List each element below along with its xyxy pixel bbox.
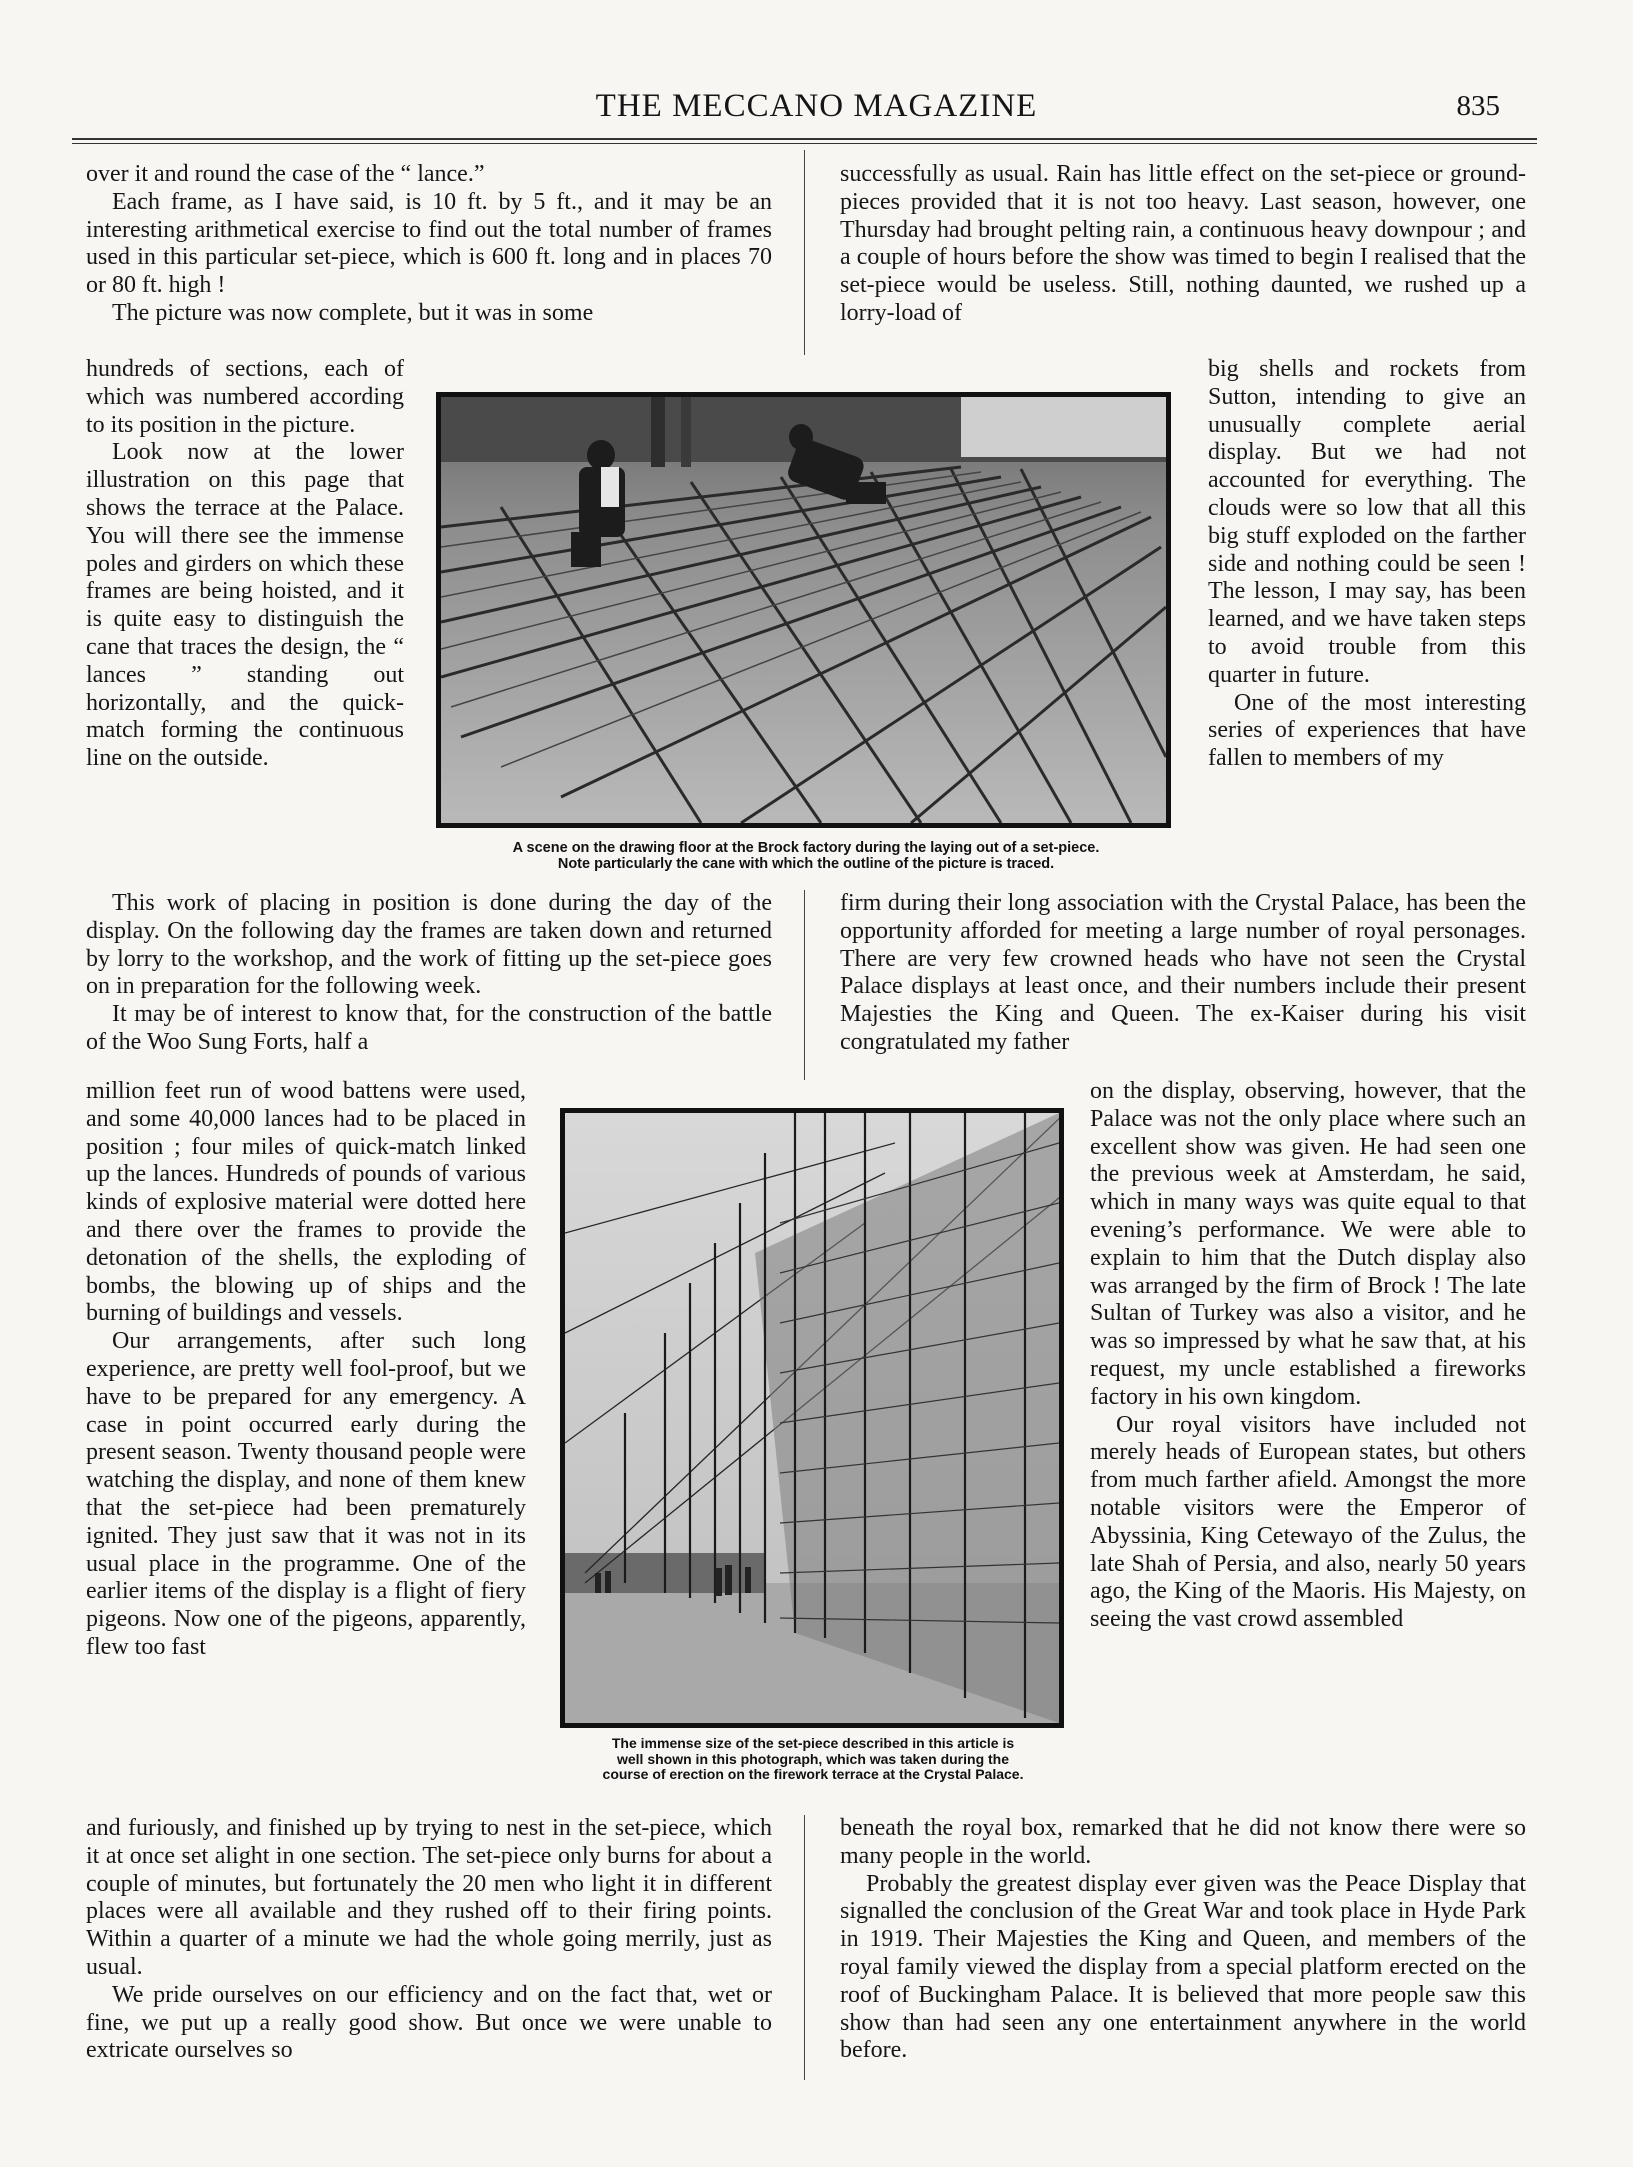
caption-line: Note particularly the cane with which the outline of the picture is traced. <box>557 856 1055 872</box>
paragraph: One of the most interesting series of experiences that have fallen to members of my <box>1208 689 1526 772</box>
caption-line: well shown in this photograph, which was taken during the <box>616 1750 1010 1767</box>
left-column-wrap <box>86 356 404 773</box>
paragraph: The picture was now complete, but it was in some <box>112 299 594 326</box>
column-divider-bottom <box>804 1815 805 2080</box>
paragraph: hundreds of sections, each of which was numbered according to its position in the picture. <box>86 356 404 438</box>
paragraph: firm during their long association with the Crystal Palace, has been the opportunity afforded for meeting a large number of royal personages. There are very few crowned heads who have not seen the Crystal Palace displays at least once, and their numbers include their present Majesties the King and Queen. The ex-Kaiser during his visit congratulated my father <box>840 890 1526 1055</box>
paragraph: We pride ourselves on our efficiency and on the fact that, wet or fine, we put up a really good show. But once we were unable to extricate ourselves so <box>86 1981 772 2064</box>
right-column-top <box>840 161 1526 328</box>
paragraph: million feet run of wood battens were used, and some 40,000 lances had to be placed in position ; four miles of quick-match linked up the lances. Hundreds of pounds of various kinds of explosive material were dotted here and there over the frames to provide the detonation of the shells, the exploding of bombs, the blowing up of ships and the burning of buildings and vessels. <box>86 1078 526 1327</box>
left-column-wrap-2 <box>86 1078 526 1662</box>
caption-line: The immense size of the set-piece described in this article is <box>611 1735 1015 1751</box>
caption-line: A scene on the drawing floor at the Brock factory during the laying out of a set-piece. <box>512 840 1100 856</box>
photo-set-piece-caption <box>558 1736 1068 1783</box>
paragraph: Our arrangements, after such long experience, are pretty well fool-proof, but we have to be prepared for any emergency. A case in point occurred early during the present season. Twenty thousand people were watching the display, and none of them knew that the set-piece had been prematurely ignited. They just saw that it was not in its usual place in the programme. One of the earlier items of the display is a flight of fiery pigeons. Now one of the pigeons, apparently, flew too fast <box>86 1328 526 1660</box>
right-column-wrap-2 <box>1090 1078 1526 1634</box>
paragraph: It may be of interest to know that, for the construction of the battle of the Woo Sung Forts, half a <box>86 1001 772 1055</box>
paragraph: Probably the greatest display ever given was the Peace Display that signalled the conclusion of the Great War and took place in Hyde Park in 1919. Their Majesties the King and Queen, and members of the royal family viewed the display from a special platform erected on the roof of Buckingham Palace. It is believed that more people saw this show than had seen any one entertainment anywhere in the world before. <box>840 1870 1526 2064</box>
page-number: 835 <box>1456 90 1500 122</box>
photo-set-piece-erection-image <box>565 1113 1059 1723</box>
paragraph: Our royal visitors have included not merely heads of European states, but others from much farther afield. Amongst the more notable visitors were the Emperor of Abyssinia, King Cetewayo of the Zulus, the late Shah of Persia, and also, nearly 50 years ago, the King of the Maoris. His Majesty, on seeing the vast crowd assembled <box>1090 1411 1526 1633</box>
paragraph: Look now at the lower illustration on this page that shows the terrace at the Palace. You will there see the immense poles and girders on which these frames are being hoisted, and it is quite easy to distinguish the cane that traces the design, the “ lances ” standing out horizontally, and the quick-match forming the continuous line on the outside. <box>86 439 404 772</box>
left-column-top <box>86 161 772 328</box>
paragraph: on the display, observing, however, that the Palace was not the only place where such an excellent show was given. He had seen one the previous week at Amsterdam, he said, which in many ways was quite equal to that evening’s performance. We were able to explain to him that the Dutch display also was arranged by the firm of Brock ! The late Sultan of Turkey was also a visitor, and he was so impressed by what he saw that, at his request, my uncle established a fireworks factory in his own kingdom. <box>1090 1078 1526 1410</box>
magazine-title: THE MECCANO MAGAZINE <box>595 88 1038 124</box>
header-rule <box>72 138 1537 140</box>
photo-drawing-floor-caption <box>436 840 1176 872</box>
paragraph: and furiously, and finished up by trying to nest in the set-piece, which it at once set alight in one section. The set-piece only burns for about a couple of minutes, but fortunately the 20 men who light it in different places were all available and they rushed off to their firing points. Within a quarter of a minute we had the whole going merrily, just as usual. <box>86 1815 772 1980</box>
column-divider-middle <box>804 890 805 1080</box>
paragraph: Each frame, as I have said, is 10 ft. by 5 ft., and it may be an interesting arithmetical exercise to find out the total number of frames used in this particular set-piece, which is 600 ft. long and in places 70 or 80 ft. high ! <box>86 188 772 299</box>
photo-set-piece-erection <box>560 1108 1064 1728</box>
paragraph: This work of placing in position is done during the day of the display. On the following day the frames are taken down and returned by lorry to the workshop, and the work of fitting up the set-piece goes on in preparation for the following week. <box>86 890 772 1000</box>
header-rule-thin <box>72 143 1537 144</box>
photo-drawing-floor-image <box>441 397 1166 823</box>
right-column-wrap <box>1208 356 1526 773</box>
left-column-bottom <box>86 1815 772 2065</box>
paragraph: big shells and rockets from Sutton, intending to give an unusually complete aerial display. But we had not accounted for everything. The clouds were so low that all this big stuff exploded on the farther side and nothing could be seen ! The lesson, I may say, has been learned, and we have taken steps to avoid trouble from this quarter in future. <box>1208 356 1526 688</box>
right-column-bottom <box>840 1815 1526 2065</box>
right-column-mid <box>840 890 1526 1057</box>
photo-drawing-floor <box>436 392 1171 828</box>
column-divider-top <box>804 150 805 355</box>
paragraph: successfully as usual. Rain has little effect on the set-piece or ground-pieces provided that it is not too heavy. Last season, however, one Thursday had brought pelting rain, a continuous heavy downpour ; and a couple of hours before the show was timed to begin I realised that the set-piece would be useless. Still, nothing daunted, we rushed up a lorry-load of <box>840 161 1526 326</box>
paragraph: beneath the royal box, remarked that he did not know there were so many people in the world. <box>840 1815 1526 1869</box>
paragraph: over it and round the case of the “ lance.” <box>86 161 485 187</box>
caption-line: course of erection on the firework terrace at the Crystal Palace. <box>602 1766 1024 1782</box>
left-column-mid <box>86 890 772 1057</box>
